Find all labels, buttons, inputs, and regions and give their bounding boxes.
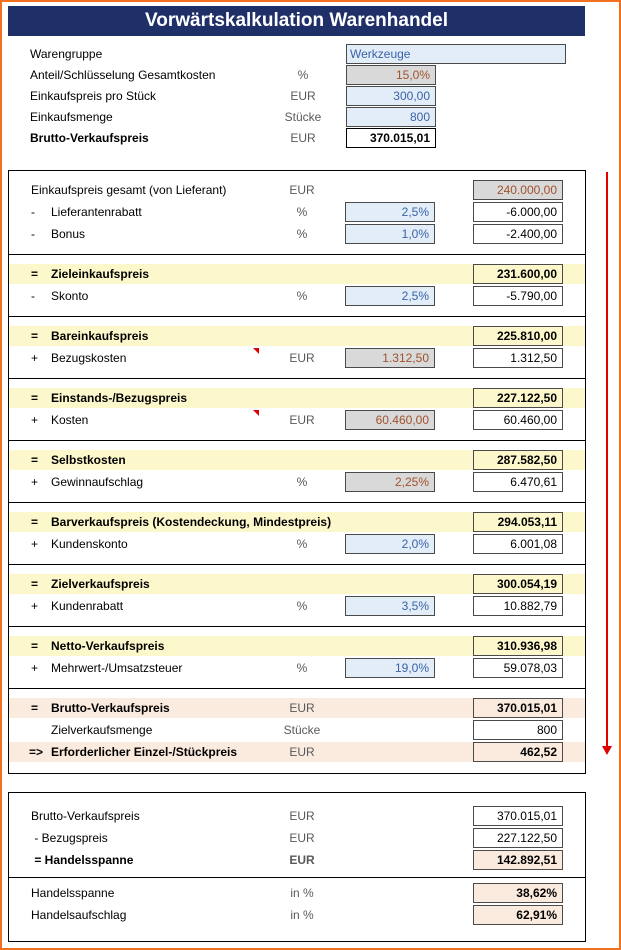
bezugskosten-sym: +: [31, 351, 39, 365]
calculation-box: [8, 170, 586, 774]
arrow-down-icon: [602, 746, 612, 755]
kundenskonto-value: 6.001,08: [473, 534, 563, 554]
sheet-title: Vorwärtskalkulation Warenhandel: [8, 6, 585, 36]
row-einzelpreis: [9, 742, 585, 762]
kundenskonto-input[interactable]: 2,0%: [345, 534, 435, 554]
barverkaufspreis-label: Barverkaufspreis (Kostendeckung, Mindestpreis): [51, 515, 332, 529]
menge-unit: Stücke: [284, 110, 322, 124]
skonto-input[interactable]: 2,5%: [345, 286, 435, 306]
nettoverkaufspreis-label: Netto-Verkaufspreis: [51, 639, 165, 653]
summary-handelsspanne-label: = Handelsspanne: [31, 853, 134, 867]
mwst-input[interactable]: 19,0%: [345, 658, 435, 678]
row-zielverkaufsmenge: [9, 720, 585, 740]
selbstkosten-label: Selbstkosten: [51, 453, 126, 467]
summary-bezugspreis-value: 227.122,50: [473, 828, 563, 848]
divider: [9, 502, 585, 503]
row-lieferantenrabatt: [9, 202, 585, 222]
bezugskosten-unit: EUR: [289, 351, 315, 365]
divider: [9, 316, 585, 317]
row-barverkaufspreis: [9, 512, 585, 532]
kosten-label: Kosten: [51, 413, 89, 427]
row-warengruppe: [10, 44, 586, 64]
warengruppe-label: Warengruppe: [30, 47, 103, 61]
row-bonus: [9, 224, 585, 244]
summary-bezugspreis-unit: EUR: [289, 831, 315, 845]
bareinkaufspreis-sym: =: [31, 329, 39, 343]
summary-bvk-value: 370.015,01: [473, 806, 563, 826]
gewinnaufschlag-sym: +: [31, 475, 39, 489]
selbstkosten-sym: =: [31, 453, 39, 467]
divider: [9, 378, 585, 379]
divider: [9, 440, 585, 441]
skonto-sym: -: [31, 289, 35, 303]
bvk-value: 370.015,01: [346, 128, 436, 148]
handelsaufschlag-pct-value: 62,91%: [473, 905, 563, 925]
selbstkosten-value: 287.582,50: [473, 450, 563, 470]
zielverkaufsmenge-value: 800: [473, 720, 563, 740]
bonus-label: Bonus: [51, 227, 86, 241]
kundenrabatt-label: Kundenrabatt: [51, 599, 124, 613]
gewinnaufschlag-value: 6.470,61: [473, 472, 563, 492]
bruttoverkaufspreis-label: Brutto-Verkaufspreis: [51, 701, 170, 715]
einstandspreis-sym: =: [31, 391, 39, 405]
row-zieleinkaufspreis: [9, 264, 585, 284]
row-handelsaufschlag-pct: [9, 905, 585, 925]
row-anteil: [10, 65, 586, 85]
lieferantenrabatt-value: -6.000,00: [473, 202, 563, 222]
kosten-unit: EUR: [289, 413, 315, 427]
nettoverkaufspreis-sym: =: [31, 639, 39, 653]
gewinnaufschlag-input: 2,25%: [345, 472, 435, 492]
divider: [9, 877, 585, 878]
row-bezugskosten: [9, 348, 585, 368]
row-summary-handelsspanne: [9, 850, 585, 870]
row-bareinkaufspreis: [9, 326, 585, 346]
warengruppe-input[interactable]: Werkzeuge: [346, 44, 566, 64]
bezugskosten-input: 1.312,50: [345, 348, 435, 368]
bvk-unit: EUR: [290, 131, 316, 145]
anteil-label: Anteil/Schlüsselung Gesamtkosten: [30, 68, 216, 82]
kundenskonto-unit: %: [296, 537, 308, 551]
lieferantenrabatt-unit: %: [296, 205, 308, 219]
bruttoverkaufspreis-unit: EUR: [289, 701, 315, 715]
gewinnaufschlag-label: Gewinnaufschlag: [51, 475, 144, 489]
bonus-unit: %: [296, 227, 308, 241]
menge-label: Einkaufsmenge: [30, 110, 113, 124]
bareinkaufspreis-value: 225.810,00: [473, 326, 563, 346]
bonus-sym: -: [31, 227, 35, 241]
handelsaufschlag-pct-label: Handelsaufschlag: [31, 908, 127, 922]
divider: [9, 254, 585, 255]
kundenskonto-sym: +: [31, 537, 39, 551]
barverkaufspreis-value: 294.053,11: [473, 512, 563, 532]
bareinkaufspreis-label: Bareinkaufspreis: [51, 329, 149, 343]
row-selbstkosten: [9, 450, 585, 470]
anteil-unit: %: [297, 68, 309, 82]
row-kundenskonto: [9, 534, 585, 554]
input-section: [10, 42, 586, 152]
einzelpreis-sym: =>: [29, 745, 44, 759]
row-bruttoverkaufspreis: [9, 698, 585, 718]
gewinnaufschlag-unit: %: [296, 475, 308, 489]
bruttoverkaufspreis-value: 370.015,01: [473, 698, 563, 718]
ek-gesamt-unit: EUR: [289, 183, 315, 197]
zieleinkaufspreis-sym: =: [31, 267, 39, 281]
summary-bvk-unit: EUR: [289, 809, 315, 823]
kosten-sym: +: [31, 413, 39, 427]
handelsspanne-pct-unit: in %: [290, 886, 314, 900]
row-gewinnaufschlag: [9, 472, 585, 492]
row-ek-stueck: [10, 86, 586, 106]
bezugskosten-value: 1.312,50: [473, 348, 563, 368]
row-summary-bezugspreis: [9, 828, 585, 848]
mwst-sym: +: [31, 661, 39, 675]
einzelpreis-label: Erforderlicher Einzel-/Stückpreis: [51, 745, 238, 759]
handelsaufschlag-pct-unit: in %: [290, 908, 314, 922]
divider: [9, 564, 585, 565]
ek-stueck-unit: EUR: [290, 89, 316, 103]
row-menge: [10, 107, 586, 127]
bruttoverkaufspreis-sym: =: [31, 701, 39, 715]
skonto-value: -5.790,00: [473, 286, 563, 306]
anteil-input[interactable]: 15,0%: [346, 65, 436, 85]
bonus-value: -2.400,00: [473, 224, 563, 244]
einstandspreis-label: Einstands-/Bezugspreis: [51, 391, 188, 405]
row-ek-gesamt: [9, 180, 585, 200]
row-zielverkaufspreis: [9, 574, 585, 594]
summary-bvk-label: Brutto-Verkaufspreis: [31, 809, 140, 823]
row-nettoverkaufspreis: [9, 636, 585, 656]
row-skonto: [9, 286, 585, 306]
handelsspanne-pct-label: Handelsspanne: [31, 886, 115, 900]
nettoverkaufspreis-value: 310.936,98: [473, 636, 563, 656]
zielverkaufspreis-label: Zielverkaufspreis: [51, 577, 150, 591]
einzelpreis-value: 462,52: [473, 742, 563, 762]
row-handelsspanne-pct: [9, 883, 585, 903]
mwst-label: Mehrwert-/Umsatzsteuer: [51, 661, 183, 675]
zieleinkaufspreis-label: Zieleinkaufspreis: [51, 267, 150, 281]
summary-bezugspreis-label: - Bezugspreis: [31, 831, 108, 845]
skonto-label: Skonto: [51, 289, 89, 303]
skonto-unit: %: [296, 289, 308, 303]
summary-handelsspanne-value: 142.892,51: [473, 850, 563, 870]
ek-stueck-label: Einkaufspreis pro Stück: [30, 89, 157, 103]
zielverkaufspreis-sym: =: [31, 577, 39, 591]
row-mwst: [9, 658, 585, 678]
lieferantenrabatt-input[interactable]: 2,5%: [345, 202, 435, 222]
zieleinkaufspreis-value: 231.600,00: [473, 264, 563, 284]
kosten-input: 60.460,00: [345, 410, 435, 430]
divider: [9, 626, 585, 627]
summary-handelsspanne-unit: EUR: [289, 853, 315, 867]
kundenrabatt-sym: +: [31, 599, 39, 613]
handelsspanne-pct-value: 38,62%: [473, 883, 563, 903]
kundenrabatt-unit: %: [296, 599, 308, 613]
menge-input[interactable]: 800: [346, 107, 436, 127]
mwst-unit: %: [296, 661, 308, 675]
bonus-input[interactable]: 1,0%: [345, 224, 435, 244]
lieferantenrabatt-label: Lieferantenrabatt: [51, 205, 142, 219]
row-summary-bvk: [9, 806, 585, 826]
divider: [9, 688, 585, 689]
kundenrabatt-input[interactable]: 3,5%: [345, 596, 435, 616]
ek-gesamt-value: 240.000,00: [473, 180, 563, 200]
bvk-label: Brutto-Verkaufspreis: [30, 131, 149, 145]
row-kosten: [9, 410, 585, 430]
mwst-value: 59.078,03: [473, 658, 563, 678]
einstandspreis-value: 227.122,50: [473, 388, 563, 408]
lieferantenrabatt-sym: -: [31, 205, 35, 219]
summary-box: [8, 792, 586, 942]
einzelpreis-unit: EUR: [289, 745, 315, 759]
kosten-value: 60.460,00: [473, 410, 563, 430]
bezugskosten-label: Bezugskosten: [51, 351, 127, 365]
row-bvk-input: [10, 128, 586, 148]
kundenrabatt-value: 10.882,79: [473, 596, 563, 616]
ek-gesamt-label: Einkaufspreis gesamt (von Lieferant): [31, 183, 227, 197]
zielverkaufsmenge-label: Zielverkaufsmenge: [51, 723, 153, 737]
flow-arrow-line: [606, 172, 608, 748]
zielverkaufsmenge-unit: Stücke: [283, 723, 321, 737]
ek-stueck-input[interactable]: 300,00: [346, 86, 436, 106]
barverkaufspreis-sym: =: [31, 515, 39, 529]
zielverkaufspreis-value: 300.054,19: [473, 574, 563, 594]
row-kundenrabatt: [9, 596, 585, 616]
row-einstandspreis: [9, 388, 585, 408]
kundenskonto-label: Kundenskonto: [51, 537, 128, 551]
